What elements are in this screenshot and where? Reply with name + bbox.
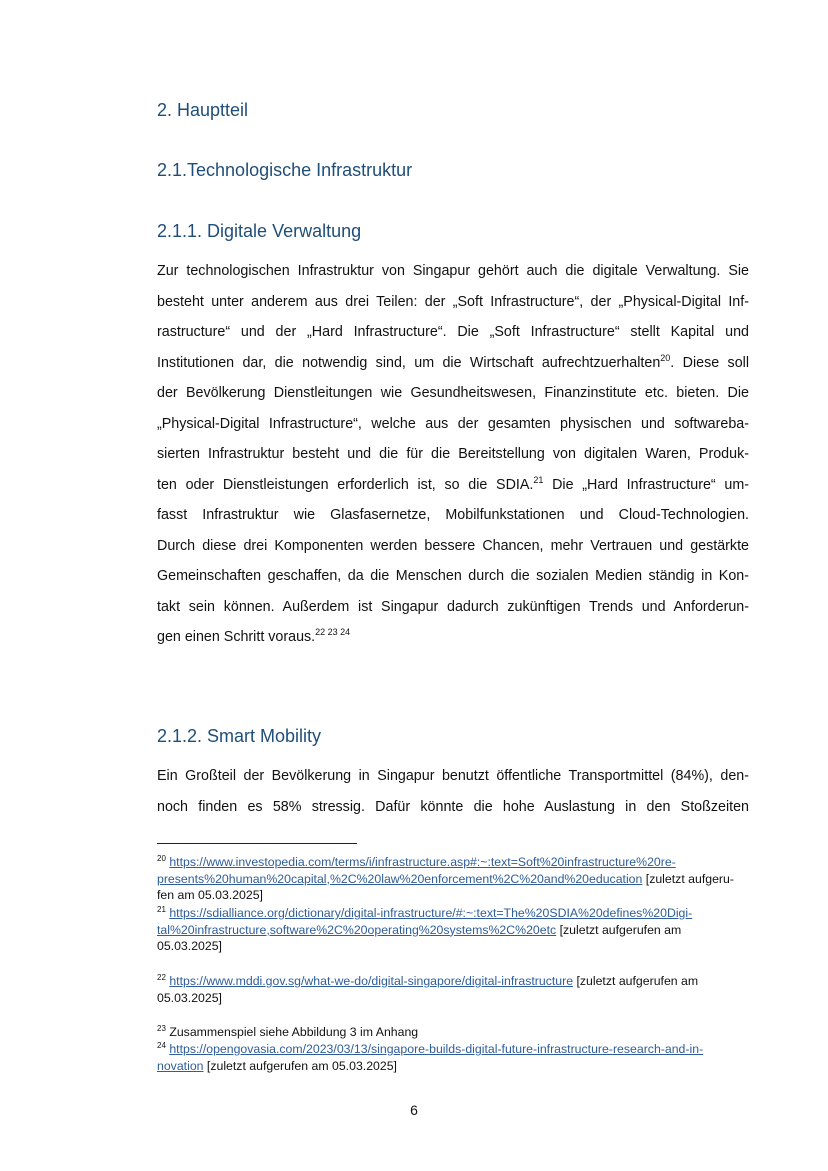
footnote-text: [zuletzt aufgerufen am — [556, 922, 682, 937]
heading-hauptteil: 2. Hauptteil — [157, 100, 249, 120]
footnote-number: 21 — [157, 904, 166, 914]
footnote-20 — [157, 854, 757, 904]
footnote-line — [157, 905, 757, 922]
footnote-line — [157, 973, 757, 990]
heading-technologische-infrastruktur: 2.1.Technologische Infrastruktur — [157, 160, 413, 180]
text-line — [157, 622, 749, 653]
text-line: „Physical-Digital Infrastructure“, welche aus der gesamten physischen und softwareba- — [157, 415, 749, 432]
text-segment: ten oder Dienstleistungen erforderlich ist, so die SDIA. — [157, 476, 534, 493]
footnote-ref-21[interactable]: 21 — [533, 474, 544, 485]
text-line — [157, 470, 749, 501]
text-line: noch finden es 58% stressig. Dafür könnte die hohe Auslastung in den Stoßzeiten — [157, 798, 749, 815]
footnote-text: [zuletzt aufgerufen am 05.03.2025] — [203, 1058, 397, 1073]
paragraph-digitale-verwaltung — [157, 256, 749, 653]
footnote-line — [157, 1058, 757, 1075]
text-line: Durch diese drei Komponenten werden bessere Chancen, mehr Vertrauen und gestärkte — [157, 537, 749, 554]
footnote-refs-22-24[interactable]: 22 23 24 — [315, 627, 351, 638]
footnote-text: Zusammenspiel siehe Abbildung 3 im Anhang — [165, 1025, 419, 1039]
text-segment: Die „Hard Infrastructure“ um- — [543, 476, 749, 493]
text-line: takt sein können. Außerdem ist Singapur dadurch zukünftigen Trends und Anforderun- — [157, 598, 749, 615]
footnote-24 — [157, 1041, 757, 1074]
text-line: fasst Infrastruktur wie Glasfasernetze, Mobilfunkstationen und Cloud-Technologien. — [157, 507, 749, 523]
text-segment: gen einen Schritt voraus. — [157, 629, 316, 645]
footnote-line — [157, 1041, 757, 1058]
heading-digitale-verwaltung: 2.1.1. Digitale Verwaltung — [157, 221, 362, 241]
text-line: sierten Infrastruktur besteht und die für die Bereitstellung von digitalen Waren, Produk- — [157, 446, 749, 462]
footnote-link[interactable]: https://opengovasia.com/2023/03/13/singapore-builds-digital-future-infrastructure-research-and-in- — [169, 1042, 704, 1056]
footnote-link[interactable]: tal%20infrastructure,software%2C%20operating%20systems%2C%20etc — [157, 922, 557, 937]
paragraph-smart-mobility — [157, 761, 749, 822]
footnote-line: fen am 05.03.2025] — [157, 888, 263, 902]
footnote-line: 05.03.2025] — [157, 990, 222, 1005]
footnote-link[interactable]: https://www.mddi.gov.sg/what-we-do/digital-singapore/digital-infrastructure — [169, 974, 574, 988]
text-line: der Bevölkerung Dienstleitungen wie Gesundheitswesen, Finanzinstitute etc. bieten. Die — [157, 385, 749, 401]
footnote-line — [157, 871, 757, 888]
footnote-line — [157, 1024, 757, 1041]
footnote-link[interactable]: https://sdialliance.org/dictionary/digital-infrastructure/#:~:text=The%20SDIA%20defines%20Digi- — [169, 906, 693, 920]
text-line: besteht unter anderem aus drei Teilen: der „Soft Infrastructure“, der „Physical-Digital Inf- — [157, 293, 749, 310]
footnote-text: [zuletzt aufgeru- — [642, 871, 734, 886]
footnote-line — [157, 854, 757, 871]
text-line — [157, 348, 749, 379]
footnote-number: 24 — [157, 1040, 166, 1050]
footnote-separator — [157, 843, 357, 844]
text-line: rastructure“ und der „Hard Infrastructure“. Die „Soft Infrastructure“ stellt Kapital und — [157, 324, 749, 340]
text-line: Ein Großteil der Bevölkerung in Singapur benutzt öffentliche Transportmittel (84%), den- — [157, 768, 749, 784]
footnote-21 — [157, 905, 757, 955]
footnote-number: 23 — [157, 1023, 166, 1033]
footnote-line — [157, 922, 757, 939]
footnote-number: 22 — [157, 972, 166, 982]
text-line: Zur technologischen Infrastruktur von Singapur gehört auch die digitale Verwaltung. Sie — [157, 263, 749, 279]
text-line: Gemeinschaften geschaffen, da die Menschen durch die sozialen Medien ständig in Kon- — [157, 568, 749, 584]
footnote-22 — [157, 973, 757, 1006]
footnote-23 — [157, 1024, 757, 1041]
footnote-text: [zuletzt aufgerufen am — [573, 974, 699, 988]
heading-smart-mobility: 2.1.2. Smart Mobility — [157, 726, 322, 746]
footnote-number: 20 — [157, 853, 166, 863]
footnote-link[interactable]: novation — [157, 1058, 204, 1073]
footnote-ref-20[interactable]: 20 — [660, 352, 671, 363]
text-segment: Institutionen dar, die notwendig sind, um die Wirtschaft aufrechtzuerhalten — [157, 354, 661, 371]
page-number: 6 — [410, 1102, 418, 1118]
footnote-link[interactable]: https://www.investopedia.com/terms/i/infrastructure.asp#:~:text=Soft%20infrastructure%20re- — [169, 855, 676, 869]
footnote-line: 05.03.2025] — [157, 939, 222, 953]
footnote-link[interactable]: presents%20human%20capital,%2C%20law%20enforcement%2C%20and%20education — [157, 871, 643, 886]
text-segment: . Diese soll — [670, 354, 749, 371]
